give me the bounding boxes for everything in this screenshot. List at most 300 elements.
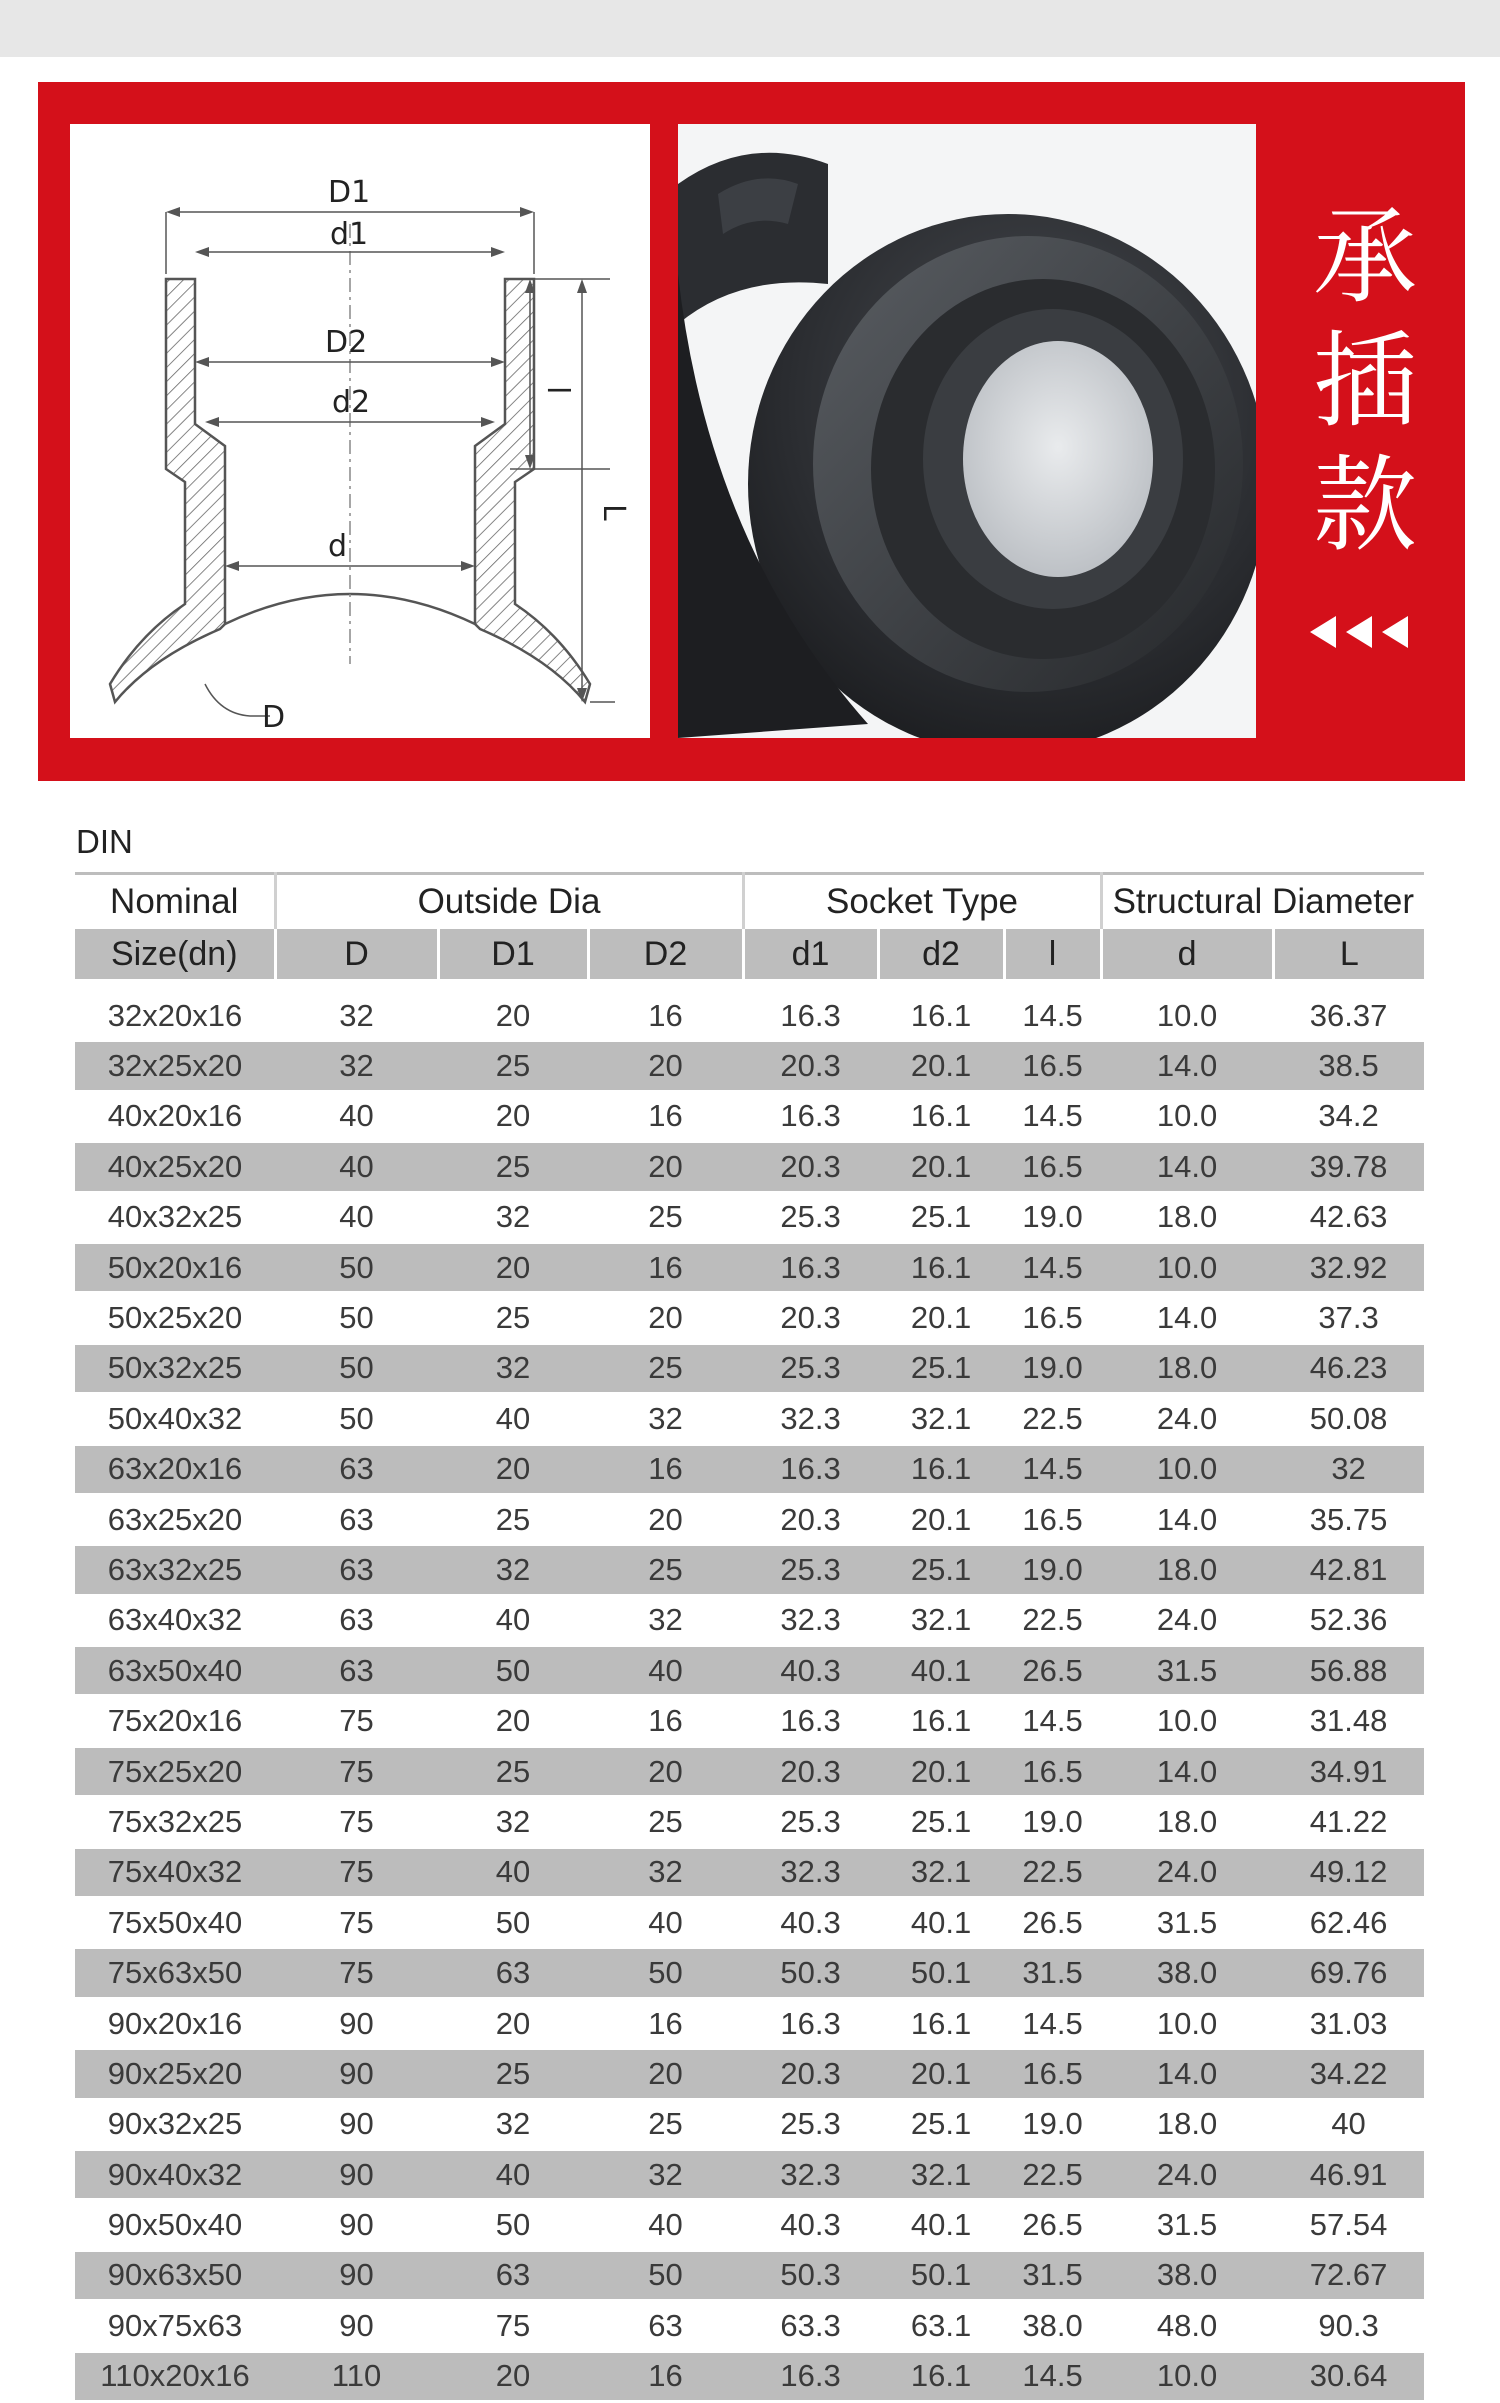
table-cell: 32 [648, 1602, 683, 1638]
table-cell: 57.54 [1309, 2207, 1388, 2243]
table-cell: 24.0 [1101, 1847, 1273, 1897]
standard-label: DIN [76, 823, 133, 860]
table-cell: 90 [275, 2049, 438, 2099]
table-cell: 50.1 [878, 1948, 1004, 1998]
table-cell: 20 [495, 1703, 531, 1739]
table-cell: 22.5 [1022, 1400, 1083, 1436]
table-cell: 16.1 [910, 2005, 972, 2041]
table-cell: 20 [648, 1501, 683, 1537]
table-cell: 32 [339, 997, 374, 1033]
table-cell: 75x32x25 [107, 1803, 243, 1839]
table-cell: 10.0 [1101, 1444, 1273, 1494]
table-cell: 25 [648, 1199, 683, 1235]
table-cell: 16.1 [910, 1098, 972, 1134]
table-cell: 22.5 [1004, 2149, 1101, 2199]
table-cell: 25.1 [910, 2106, 972, 2142]
table-cell: 20.1 [878, 1746, 1004, 1796]
table-cell: 16.5 [1004, 1746, 1101, 1796]
table-cell: 40.3 [780, 1904, 841, 1940]
table-cell: 37.3 [1318, 1300, 1379, 1336]
label-d: d [328, 529, 348, 564]
table-cell: 18.0 [1156, 1199, 1218, 1235]
table-cell: 16.3 [780, 1703, 841, 1739]
table-row [75, 1797, 1424, 1847]
table-cell: 32 [495, 1803, 531, 1839]
table-cell: 16.3 [743, 2351, 878, 2401]
table-cell: 40.1 [910, 1904, 972, 1940]
style-title [1290, 195, 1440, 567]
table-cell: 75 [339, 1703, 374, 1739]
table-cell: 25 [438, 1041, 588, 1091]
table-cell: 25 [588, 1343, 743, 1393]
table-cell: 20.3 [780, 1501, 841, 1537]
group-structural-diameter: Structural Diameter [1101, 874, 1424, 930]
table-cell: 25.1 [910, 1199, 972, 1235]
table-cell: 75x50x40 [107, 1904, 243, 1940]
table-cell: 90 [339, 2005, 374, 2041]
table-row [75, 1091, 1424, 1141]
table-row [75, 1595, 1424, 1645]
table-cell: 10.0 [1156, 1703, 1218, 1739]
table-row [75, 1847, 1424, 1897]
table-cell: 14.0 [1101, 1142, 1273, 1192]
table-cell: 63 [438, 1948, 588, 1998]
table-cell: 25 [648, 2106, 683, 2142]
saddle-fitting-diagram [70, 124, 650, 738]
table-cell: 20.1 [878, 1041, 1004, 1091]
table-cell: 16.1 [878, 2351, 1004, 2401]
table-row [75, 1142, 1424, 1192]
table-cell: 32.3 [743, 1847, 878, 1897]
column-header-row [75, 929, 1424, 979]
table-cell: 14.5 [1022, 997, 1083, 1033]
table-cell: 50x40x32 [107, 1400, 243, 1436]
label-D1: D1 [328, 175, 371, 210]
table-cell: 42.63 [1309, 1199, 1388, 1235]
table-cell: 90x63x50 [75, 2250, 275, 2300]
table-cell: 25 [495, 1501, 531, 1537]
table-cell: 40 [588, 1646, 743, 1696]
table-cell: 10.0 [1156, 2005, 1218, 2041]
table-body [75, 992, 1424, 2401]
table-cell: 40 [275, 1142, 438, 1192]
label-L: L [596, 504, 631, 521]
table-cell: 16.1 [910, 997, 972, 1033]
table-cell: 38.0 [1022, 2307, 1083, 2343]
table-cell: 75 [275, 1746, 438, 1796]
table-cell: 50.1 [878, 2250, 1004, 2300]
table-cell: 25 [438, 2049, 588, 2099]
table-cell: 20 [438, 1444, 588, 1494]
table-cell: 16.3 [780, 2005, 841, 2041]
table-cell: 90 [275, 2250, 438, 2300]
table-cell: 75x63x50 [75, 1948, 275, 1998]
table-cell: 50 [588, 1948, 743, 1998]
dimension-table [75, 872, 1424, 2403]
table-cell: 16 [648, 1703, 683, 1739]
table-cell: 14.5 [1004, 1444, 1101, 1494]
triple-left-arrow-icon [1308, 612, 1418, 652]
table-cell: 25.3 [743, 1545, 878, 1595]
table-cell: 35.75 [1309, 1501, 1388, 1537]
label-d1: d1 [330, 217, 369, 252]
col-l: l [1004, 929, 1101, 979]
table-cell: 19.0 [1022, 1803, 1083, 1839]
table-cell: 16.3 [780, 1098, 841, 1134]
table-cell: 40x20x16 [107, 1098, 243, 1134]
table-cell: 16.5 [1022, 1501, 1083, 1537]
table-cell: 18.0 [1156, 2106, 1218, 2142]
table-cell: 38.0 [1101, 1948, 1273, 1998]
table-cell: 50 [275, 1242, 438, 1292]
table-cell: 22.5 [1022, 1602, 1083, 1638]
table-cell: 63 [648, 2307, 683, 2343]
col-d: d [1101, 929, 1273, 979]
table-cell: 75 [275, 1948, 438, 1998]
table-row [75, 1444, 1424, 1494]
table-cell: 20 [648, 1300, 683, 1336]
table-cell: 75 [275, 1847, 438, 1897]
table-cell: 110x20x16 [75, 2351, 275, 2401]
table-cell: 42.81 [1273, 1545, 1424, 1595]
table-cell: 16 [648, 1098, 683, 1134]
table-cell: 31.03 [1309, 2005, 1388, 2041]
table-cell: 18.0 [1156, 1803, 1218, 1839]
table-cell: 20 [588, 1746, 743, 1796]
table-cell: 75x20x16 [107, 1703, 243, 1739]
table-cell: 56.88 [1273, 1646, 1424, 1696]
table-cell: 18.0 [1101, 1343, 1273, 1393]
table-cell: 90x32x25 [107, 2106, 243, 2142]
title-char-1: 承 [1312, 196, 1417, 318]
table-cell: 40 [648, 2207, 683, 2243]
label-D2: D2 [325, 325, 368, 360]
pipe-fitting-image [678, 124, 1256, 738]
table-cell: 19.0 [1004, 1545, 1101, 1595]
table-cell: 25.1 [910, 1803, 972, 1839]
table-cell: 50x32x25 [75, 1343, 275, 1393]
table-row [75, 1746, 1424, 1796]
table-cell: 20.1 [910, 1501, 972, 1537]
table-cell: 14.0 [1156, 1300, 1218, 1336]
table-cell: 31.5 [1101, 1646, 1273, 1696]
table-cell: 50 [438, 1646, 588, 1696]
table-cell: 34.91 [1273, 1746, 1424, 1796]
table-cell: 72.67 [1273, 2250, 1424, 2300]
table-cell: 20 [588, 2049, 743, 2099]
table-cell: 16.3 [743, 1444, 878, 1494]
table-cell: 25 [495, 1300, 531, 1336]
table-cell: 31.48 [1309, 1703, 1388, 1739]
table-row [75, 1696, 1424, 1746]
table-cell: 63 [275, 1444, 438, 1494]
table-cell: 10.0 [1101, 2351, 1273, 2401]
label-D: D [262, 700, 286, 735]
table-cell: 36.37 [1309, 997, 1388, 1033]
table-cell: 63x50x40 [75, 1646, 275, 1696]
table-cell: 40 [495, 1400, 531, 1436]
col-size: Size(dn) [75, 929, 275, 979]
table-cell: 19.0 [1022, 1199, 1083, 1235]
table-cell: 14.5 [1004, 2351, 1101, 2401]
table-cell: 40.3 [780, 2207, 841, 2243]
table-cell: 50 [275, 1343, 438, 1393]
table-cell: 32.92 [1273, 1242, 1424, 1292]
table-cell: 48.0 [1156, 2307, 1218, 2343]
table-cell: 32 [648, 1400, 683, 1436]
table-cell: 32 [588, 2149, 743, 2199]
table-cell: 32 [588, 1847, 743, 1897]
table-cell: 40.1 [910, 2207, 972, 2243]
table-cell: 20.3 [743, 1142, 878, 1192]
table-row [75, 2200, 1424, 2250]
table-cell: 20 [588, 1041, 743, 1091]
table-cell: 75x40x32 [75, 1847, 275, 1897]
table-row [75, 2049, 1424, 2099]
table-cell: 16.5 [1004, 2049, 1101, 2099]
table-cell: 63 [275, 1545, 438, 1595]
table-row [75, 2099, 1424, 2149]
table-cell: 38.5 [1273, 1041, 1424, 1091]
table-cell: 20.1 [878, 1142, 1004, 1192]
table-row [75, 2149, 1424, 2199]
table-cell: 46.91 [1273, 2149, 1424, 2199]
table-row [75, 1948, 1424, 1998]
table-cell: 110 [275, 2351, 438, 2401]
table-cell: 75 [495, 2307, 531, 2343]
table-cell: 31.5 [1156, 2207, 1218, 2243]
table-cell: 14.0 [1101, 2049, 1273, 2099]
table-cell: 10.0 [1156, 997, 1218, 1033]
table-cell: 32.1 [910, 1400, 972, 1436]
group-socket-type: Socket Type [743, 874, 1101, 930]
table-cell: 75 [339, 1904, 374, 1940]
table-cell: 63x20x16 [75, 1444, 275, 1494]
table-cell: 50 [495, 1904, 531, 1940]
table-cell: 32x20x16 [107, 997, 243, 1033]
table-cell: 16 [588, 2351, 743, 2401]
table-cell: 63 [339, 1602, 374, 1638]
table-cell: 16.5 [1022, 1300, 1083, 1336]
table-cell: 50 [588, 2250, 743, 2300]
table-cell: 62.46 [1309, 1904, 1388, 1940]
top-bar [0, 0, 1500, 57]
table-cell: 20.1 [878, 2049, 1004, 2099]
group-outside-dia: Outside Dia [275, 874, 743, 930]
table-cell: 40 [495, 1602, 531, 1638]
table-row [75, 1998, 1424, 2048]
table-cell: 32 [495, 2106, 531, 2142]
table-cell: 24.0 [1156, 1400, 1218, 1436]
table-cell: 39.78 [1273, 1142, 1424, 1192]
product-photo [678, 124, 1256, 738]
table-cell: 50 [339, 1400, 374, 1436]
table-cell: 32.3 [780, 1400, 841, 1436]
table-row [75, 1041, 1424, 1091]
table-cell: 19.0 [1022, 2106, 1083, 2142]
table-cell: 32 [438, 1343, 588, 1393]
table-cell: 90x75x63 [107, 2307, 243, 2343]
table-cell: 14.5 [1022, 1098, 1083, 1134]
table-cell: 25.3 [780, 2106, 841, 2142]
table-cell: 26.5 [1004, 1646, 1101, 1696]
table-cell: 25 [648, 1803, 683, 1839]
table-cell: 32 [438, 1545, 588, 1595]
table-cell: 26.5 [1022, 2207, 1083, 2243]
table-cell: 25.1 [878, 1343, 1004, 1393]
table-cell: 20.3 [743, 1041, 878, 1091]
label-d2: d2 [332, 385, 371, 420]
table-cell: 40 [339, 1098, 374, 1134]
table-cell: 16 [648, 997, 683, 1033]
table-cell: 63.1 [910, 2307, 972, 2343]
table-cell: 32.1 [878, 1847, 1004, 1897]
table-cell: 24.0 [1101, 2149, 1273, 2199]
table-cell: 90 [275, 2149, 438, 2199]
table-cell: 50.3 [743, 1948, 878, 1998]
table-cell: 20 [495, 1098, 531, 1134]
table-cell: 40 [339, 1199, 374, 1235]
table-cell: 32.3 [780, 1602, 841, 1638]
table-cell: 32 [275, 1041, 438, 1091]
table-cell: 16 [588, 1242, 743, 1292]
table-cell: 63x25x20 [107, 1501, 243, 1537]
table-cell: 24.0 [1156, 1602, 1218, 1638]
table-cell: 40 [1331, 2106, 1366, 2142]
table-cell: 40x25x20 [75, 1142, 275, 1192]
table-cell: 20 [495, 997, 531, 1033]
table-cell: 50x25x20 [107, 1300, 243, 1336]
table-cell: 31.5 [1004, 2250, 1101, 2300]
table-cell: 14.5 [1004, 1242, 1101, 1292]
table-cell: 63x40x32 [107, 1602, 243, 1638]
table-cell: 25 [438, 1142, 588, 1192]
table-cell: 19.0 [1004, 1343, 1101, 1393]
table-cell: 40 [438, 2149, 588, 2199]
table-cell: 40.1 [878, 1646, 1004, 1696]
table-cell: 50 [495, 2207, 531, 2243]
table-cell: 25.3 [743, 1343, 878, 1393]
table-cell: 63.3 [780, 2307, 841, 2343]
table-cell: 16.3 [743, 1242, 878, 1292]
table-cell: 69.76 [1273, 1948, 1424, 1998]
table-cell: 16.1 [910, 1703, 972, 1739]
table-cell: 16 [648, 2005, 683, 2041]
table-cell: 50 [339, 1300, 374, 1336]
table-cell: 34.22 [1273, 2049, 1424, 2099]
table-cell: 90x20x16 [107, 2005, 243, 2041]
table-cell: 32.1 [910, 1602, 972, 1638]
table-cell: 63x32x25 [75, 1545, 275, 1595]
table-cell: 52.36 [1309, 1602, 1388, 1638]
table-row [75, 2250, 1424, 2300]
table-row [75, 2301, 1424, 2351]
table-cell: 20 [588, 1142, 743, 1192]
col-D2: D2 [588, 929, 743, 979]
table-cell: 32.3 [743, 2149, 878, 2199]
table-cell: 25.3 [780, 1803, 841, 1839]
table-cell: 49.12 [1273, 1847, 1424, 1897]
table-cell: 90x25x20 [75, 2049, 275, 2099]
group-header-row [75, 874, 1424, 930]
table-cell: 40 [648, 1904, 683, 1940]
table-cell: 18.0 [1101, 1545, 1273, 1595]
table-cell: 90 [339, 2207, 374, 2243]
table-row [75, 1242, 1424, 1292]
table-cell: 34.2 [1318, 1098, 1379, 1134]
table-cell: 63 [275, 1646, 438, 1696]
table-cell: 46.23 [1273, 1343, 1424, 1393]
table-cell: 75x25x20 [75, 1746, 275, 1796]
title-char-2: 插 [1312, 320, 1417, 442]
table-cell: 10.0 [1156, 1098, 1218, 1134]
col-L: L [1273, 929, 1424, 979]
table-cell: 20.3 [743, 2049, 878, 2099]
title-char-3: 款 [1312, 444, 1417, 566]
table-cell: 16.1 [878, 1444, 1004, 1494]
table-cell: 20 [495, 2005, 531, 2041]
table-cell: 14.5 [1022, 1703, 1083, 1739]
table-cell: 26.5 [1022, 1904, 1083, 1940]
table-cell: 20 [438, 1242, 588, 1292]
table-cell: 16.5 [1004, 1041, 1101, 1091]
table-cell: 32x25x20 [75, 1041, 275, 1091]
table-cell: 25.1 [878, 1545, 1004, 1595]
table-row [75, 1494, 1424, 1544]
table-cell: 50x20x16 [75, 1242, 275, 1292]
col-d2: d2 [878, 929, 1004, 979]
table-cell: 25 [588, 1545, 743, 1595]
table-cell: 20 [438, 2351, 588, 2401]
col-D1: D1 [438, 929, 588, 979]
table-cell: 41.22 [1309, 1803, 1388, 1839]
table-cell: 14.0 [1101, 1746, 1273, 1796]
table-cell: 16 [588, 1444, 743, 1494]
table-cell: 20.3 [743, 1746, 878, 1796]
table-cell: 90 [339, 2307, 374, 2343]
table-cell: 90x40x32 [75, 2149, 275, 2199]
table-cell: 16.5 [1004, 1142, 1101, 1192]
table-cell: 40x32x25 [107, 1199, 243, 1235]
table-cell: 30.64 [1273, 2351, 1424, 2401]
table-cell: 50.3 [743, 2250, 878, 2300]
table-row [75, 1545, 1424, 1595]
table-cell: 75 [339, 1803, 374, 1839]
table-row [75, 1343, 1424, 1393]
table-row [75, 1898, 1424, 1948]
table-cell: 20.1 [910, 1300, 972, 1336]
table-cell: 16.3 [780, 997, 841, 1033]
table-cell: 90x50x40 [107, 2207, 243, 2243]
table-cell: 22.5 [1004, 1847, 1101, 1897]
table-cell: 40 [438, 1847, 588, 1897]
table-cell: 31.5 [1156, 1904, 1218, 1940]
table-cell: 63 [438, 2250, 588, 2300]
table-cell: 90.3 [1318, 2307, 1379, 2343]
table-cell: 50.08 [1309, 1400, 1388, 1436]
table-cell: 14.0 [1101, 1041, 1273, 1091]
table-row [75, 1293, 1424, 1343]
table-cell: 38.0 [1101, 2250, 1273, 2300]
table-cell: 10.0 [1101, 1242, 1273, 1292]
table-cell: 40.3 [743, 1646, 878, 1696]
table-cell: 20.3 [780, 1300, 841, 1336]
table-cell: 32 [495, 1199, 531, 1235]
table-cell: 16.1 [878, 1242, 1004, 1292]
table-row [75, 992, 1424, 1041]
col-d1: d1 [743, 929, 878, 979]
table-row [75, 1192, 1424, 1242]
